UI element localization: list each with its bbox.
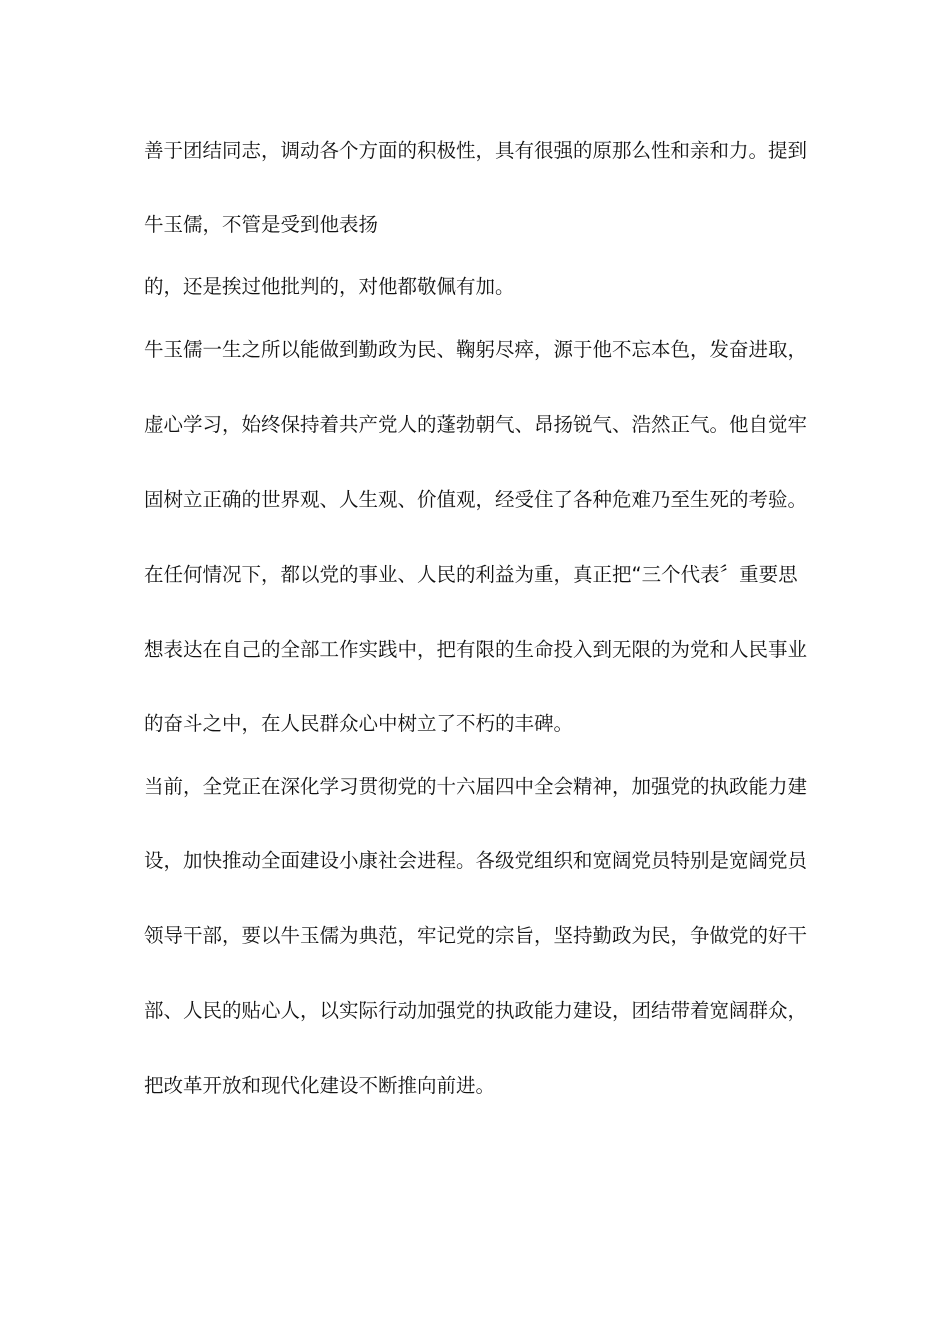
text-line: 的，还是挨过他批判的，对他都敬佩有加。 xyxy=(144,275,515,298)
text-line: 领导干部，要以牛玉儒为典范，牢记党的宗旨，坚持勤政为民，争做党的好干 xyxy=(144,924,808,947)
text-line: 的奋斗之中，在人民群众心中树立了不朽的丰碑。 xyxy=(144,712,574,735)
text-line: 虚心学习，始终保持着共产党人的蓬勃朝气、昂扬锐气、浩然正气。他自觉牢 xyxy=(144,413,808,436)
text-line: 在任何情况下，都以党的事业、人民的利益为重，真正把“三个代表〞重要思 xyxy=(144,563,798,586)
text-line: 善于团结同志，调动各个方面的积极性，具有很强的原那么性和亲和力。提到 xyxy=(144,139,808,162)
text-line: 设，加快推动全面建设小康社会进程。各级党组织和宽阔党员特别是宽阔党员 xyxy=(144,849,808,872)
text-line: 把改革开放和现代化建设不断推向前进。 xyxy=(144,1074,496,1097)
text-line: 当前，全党正在深化学习贯彻党的十六届四中全会精神，加强党的执政能力建 xyxy=(144,775,808,798)
text-line: 牛玉儒一生之所以能做到勤政为民、鞠躬尽瘁，源于他不忘本色，发奋进取， xyxy=(144,338,808,361)
text-line: 固树立正确的世界观、人生观、价值观，经受住了各种危难乃至生死的考验。 xyxy=(144,488,808,511)
text-line: 牛玉儒，不管是受到他表扬 xyxy=(144,213,379,236)
text-line: 想表达在自己的全部工作实践中，把有限的生命投入到无限的为党和人民事业 xyxy=(144,638,808,661)
text-line: 部、人民的贴心人，以实际行动加强党的执政能力建设，团结带着宽阔群众， xyxy=(144,999,808,1022)
